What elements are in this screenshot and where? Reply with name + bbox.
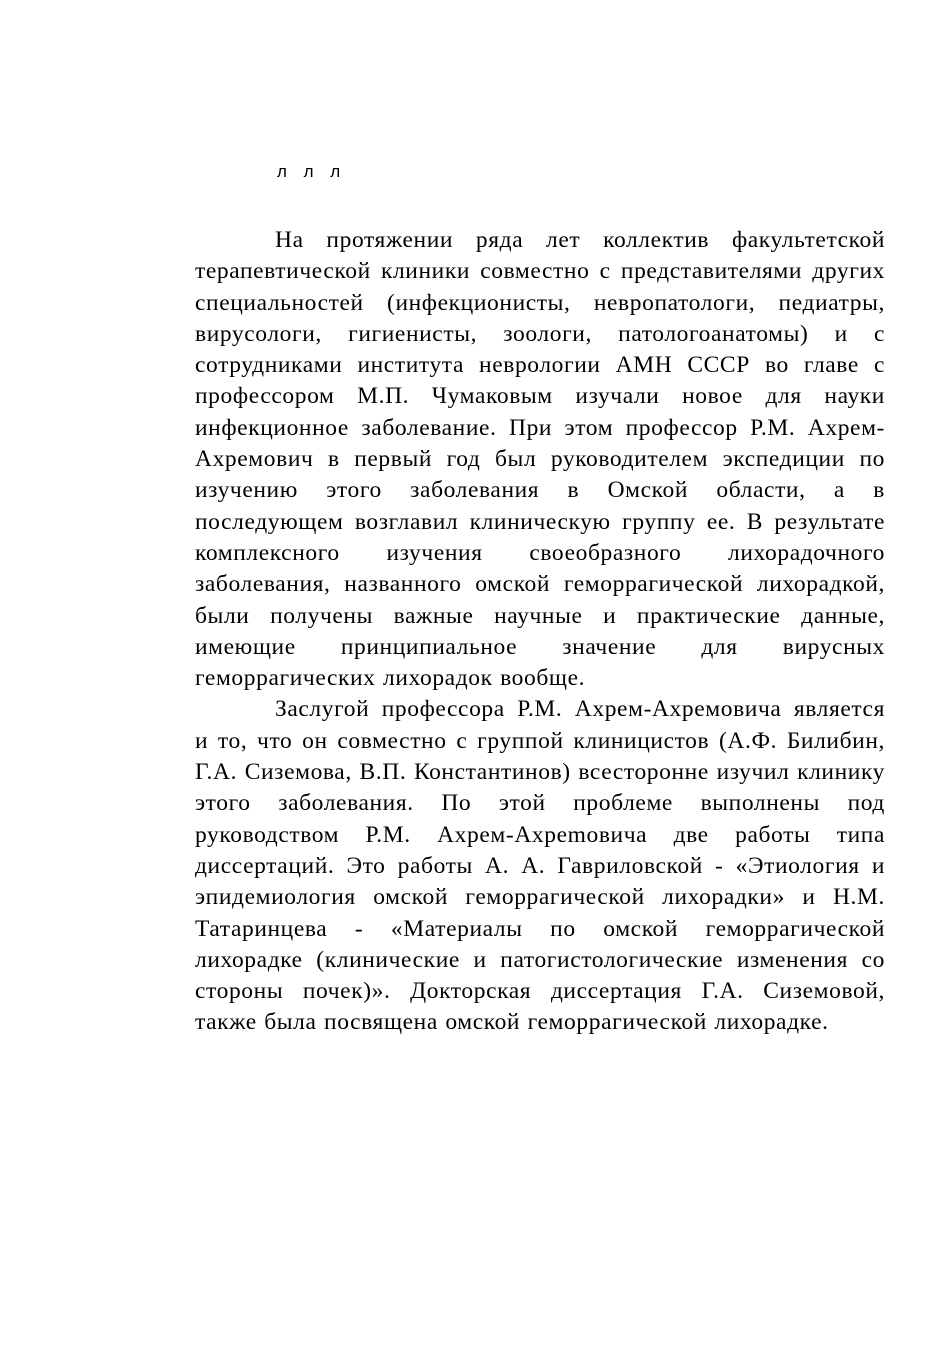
- decorative-ornament: л л л: [277, 162, 347, 181]
- paragraph-1: На протяжении ряда лет коллектив факультетской терапевтической клиники совместно с представителями других специальностей (инфекционисты, невропатологи, педиатры, вирусологи, гигиенисты, зоологи, патологоанатомы) и с сотрудниками института неврологии АМН СССР во главе с профессором М.П. Чумаковым изучали новое для науки инфекционное заболевание. При этом профессор Р.М. Ахрем-Ахремович в первый год был руководителем экспедиции по изучению этого заболевания в Омской области, а в последующем возглавил клиническую группу ее. В результате комплексного изучения своеобразного лихорадочного заболевания, названного омской геморрагической лихорадкой, были получены важные научные и практические данные, имеющие принципиальное значение для вирусных геморрагических лихорадок вообще.: [195, 227, 885, 692]
- paragraph-2: Заслугой профессора Р.М. Ахрем-Ахремовича является и то, что он совместно с группой клиницистов (А.Ф. Билибин, Г.А. Сиземова, В.П. Константинов) всесторонне изучил клинику этого заболевания. По этой проблеме выполнены под руководством Р.М. Ахрем-Ахреmовича две работы типа диссертаций. Это работы А. А. Гавриловской - «Этиология и эпидемиология омской геморрагической лихорадки» и Н.М. Татаринцева - «Материалы по омской геморрагической лихорадке (клинические и патогистологические изменения со стороны почек)». Докторская диссертация Г.А. Сиземовой, также была посвящена омской геморрагической лихорадке.: [195, 696, 885, 1036]
- body-text: [195, 225, 885, 1039]
